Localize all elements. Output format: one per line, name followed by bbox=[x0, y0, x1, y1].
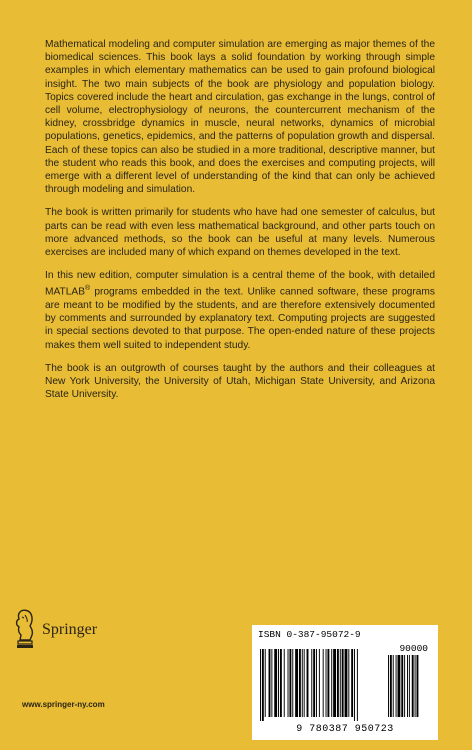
ean-digits: 9 780387 950723 bbox=[296, 724, 394, 735]
knight-chess-piece-icon bbox=[14, 608, 36, 650]
description-paragraph-3 bbox=[45, 269, 435, 352]
back-cover-description bbox=[45, 38, 435, 411]
description-paragraph-2: The book is written primarily for students who have had one semester of calculus, but parts can be read with even less mathematical background, and other parts touch on more advanced methods, so the book can be useful at many levels. Numerous exercises are included many of which expand on themes developed in the text. bbox=[45, 207, 435, 259]
paragraph-3-start: In this new edition, computer simulation is a central theme of the book, with detailed MATLAB bbox=[45, 270, 435, 298]
barcode-panel bbox=[252, 625, 438, 740]
description-paragraph-1: Mathematical modeling and computer simulation are emerging as major themes of the biomedical sciences. This book lays a solid foundation by working through simple examples in which elementary mathematics can be used to gain profound biological insight. The two main subjects of the book are physiology and population biology. Topics covered include the heart and circulation, gas exchange in the lungs, control of cell volume, electrophysiology of neurons, the countercurrent mechanism of the kidney, crossbridge dynamics in muscle, neural networks, dynamics of microbial populations, genetics, epidemics, and the patterns of population growth and dispersal. Each of these topics can also be studied in a more traditional, descriptive manner, but the student who reads this book, and does the exercises and computing projects, will emerge with a different level of understanding of the kind that can only be achieved through modeling and simulation. bbox=[45, 39, 435, 196]
barcode-graphic bbox=[258, 641, 432, 721]
publisher-name: Springer bbox=[42, 621, 98, 638]
publisher-url[interactable]: www.springer-ny.com bbox=[22, 700, 105, 709]
isbn-label: ISBN 0-387-95072-9 bbox=[258, 629, 361, 640]
price-code: 90000 bbox=[399, 643, 428, 654]
description-paragraph-4: The book is an outgrowth of courses taught by the authors and their colleagues at New York University, the University of Utah, Michigan State University, and Arizona State University. bbox=[45, 362, 435, 401]
paragraph-3-end: programs embedded in the text. Unlike canned software, these programs are meant to be modified by the students, and are therefore extensively documented by comments and surrounded by explanatory text. Computing projects are suggested in special sections devoted to that purpose. The open-ended nature of these projects makes them well suited to independent study. bbox=[45, 286, 435, 351]
publisher-logo bbox=[14, 608, 97, 650]
registered-mark: ® bbox=[85, 285, 91, 293]
